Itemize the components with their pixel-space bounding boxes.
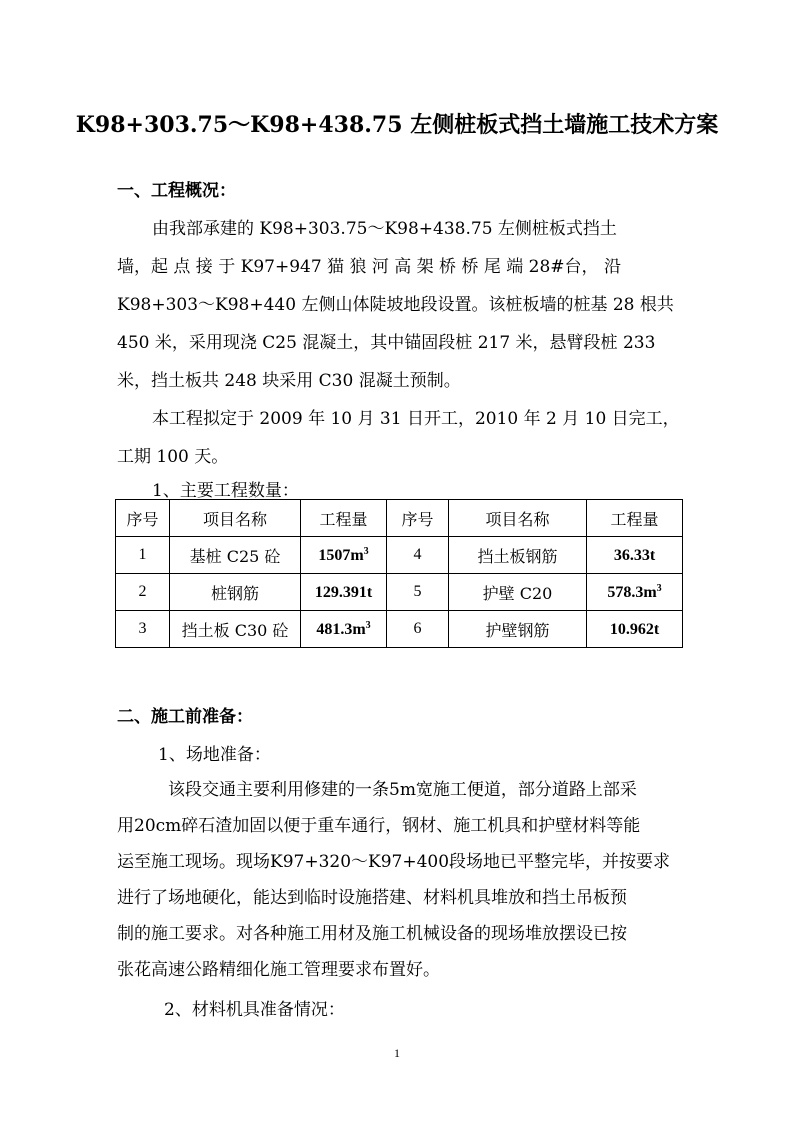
row-number-cell: 3 <box>116 611 170 648</box>
section1-heading: 一、工程概况： <box>117 181 236 201</box>
row-number-cell: 2 <box>116 574 170 611</box>
para1-line: 由我部承建的 K98+303.75～K98+438.75 左侧桩板式挡土 <box>152 219 617 239</box>
subheading-quantities: 1、主要工程数量： <box>152 481 299 501</box>
item-name-cell: 挡土板 C30 砼 <box>170 611 301 648</box>
quantity-unit-exponent: 3 <box>656 582 662 594</box>
row-number-cell: 4 <box>387 537 449 574</box>
para1-line: K98+303～K98+440 左侧山体陡坡地段设置。该桩板墙的桩基 28 根共 <box>117 295 674 315</box>
section2-heading: 二、施工前准备： <box>117 707 253 727</box>
quantity-value: 1507m <box>318 546 364 564</box>
row-number-cell: 6 <box>387 611 449 648</box>
para3-line: 制的施工要求。对各种施工用材及施工机械设备的现场堆放摆设已按 <box>117 924 627 944</box>
quantity-cell <box>301 574 387 611</box>
item-name-cell: 护壁钢筋 <box>449 611 587 648</box>
quantity-cell <box>301 611 387 648</box>
para2-line: 工期 100 天。 <box>117 447 229 467</box>
quantity-unit-exponent: 3 <box>365 619 371 631</box>
table-row <box>116 537 683 574</box>
table-header-row <box>116 500 683 537</box>
item-name-cell: 护壁 C20 <box>449 574 587 611</box>
header-cell: 项目名称 <box>170 500 301 537</box>
para3-line: 该段交通主要利用修建的一条5m宽施工便道，部分道路上部采 <box>168 780 637 800</box>
header-cell: 序号 <box>387 500 449 537</box>
para1-line: 米，挡土板共 248 块采用 C30 混凝土预制。 <box>117 371 461 391</box>
para3-line: 用20cm碎石渣加固以便于重车通行，钢材、施工机具和护壁材料等能 <box>117 816 641 836</box>
subheading-site-prep: 1、场地准备： <box>158 745 271 765</box>
quantity-unit-exponent: 3 <box>363 545 369 557</box>
document-title: K98+303.75～K98+438.75 左侧桩板式挡土墙施工技术方案 <box>75 112 719 138</box>
header-cell: 项目名称 <box>449 500 587 537</box>
para3-line: 张花高速公路精细化施工管理要求布置好。 <box>117 960 440 980</box>
para1-line: 450 米，采用现浇 C25 混凝土，其中锚固段桩 217 米，悬臂段桩 233 <box>117 333 656 353</box>
quantity-cell <box>587 537 683 574</box>
header-cell: 序号 <box>116 500 170 537</box>
quantities-table <box>115 499 683 648</box>
quantity-cell <box>587 574 683 611</box>
quantity-cell <box>301 537 387 574</box>
row-number-cell: 1 <box>116 537 170 574</box>
para3-line: 运至施工现场。现场K97+320～K97+400段场地已平整完毕，并按要求 <box>117 852 671 872</box>
table-row <box>116 574 683 611</box>
quantity-cell <box>587 611 683 648</box>
quantity-value: 481.3m <box>316 620 366 638</box>
header-cell: 工程量 <box>301 500 387 537</box>
table-row <box>116 611 683 648</box>
quantity-value: 129.391t <box>314 583 373 601</box>
para3-line: 进行了场地硬化，能达到临时设施搭建、材料机具堆放和挡土吊板预 <box>117 888 627 908</box>
page-number: 1 <box>394 1046 400 1060</box>
quantity-value: 36.33t <box>613 546 656 564</box>
item-name-cell: 挡土板钢筋 <box>449 537 587 574</box>
quantity-value: 10.962t <box>609 620 660 638</box>
item-name-cell: 桩钢筋 <box>170 574 301 611</box>
header-cell: 工程量 <box>587 500 683 537</box>
item-name-cell: 基桩 C25 砼 <box>170 537 301 574</box>
para2-line: 本工程拟定于 2009 年 10 月 31 日开工，2010 年 2 月 10 日完工， <box>152 409 680 429</box>
subheading-materials: 2、材料机具准备情况： <box>164 1000 345 1020</box>
para1-line: 墙，起 点 接 于 K97+947 猫 狼 河 高 架 桥 桥 尾 端 28#台， 沿 <box>117 257 621 277</box>
quantity-value: 578.3m <box>607 583 657 601</box>
row-number-cell: 5 <box>387 574 449 611</box>
